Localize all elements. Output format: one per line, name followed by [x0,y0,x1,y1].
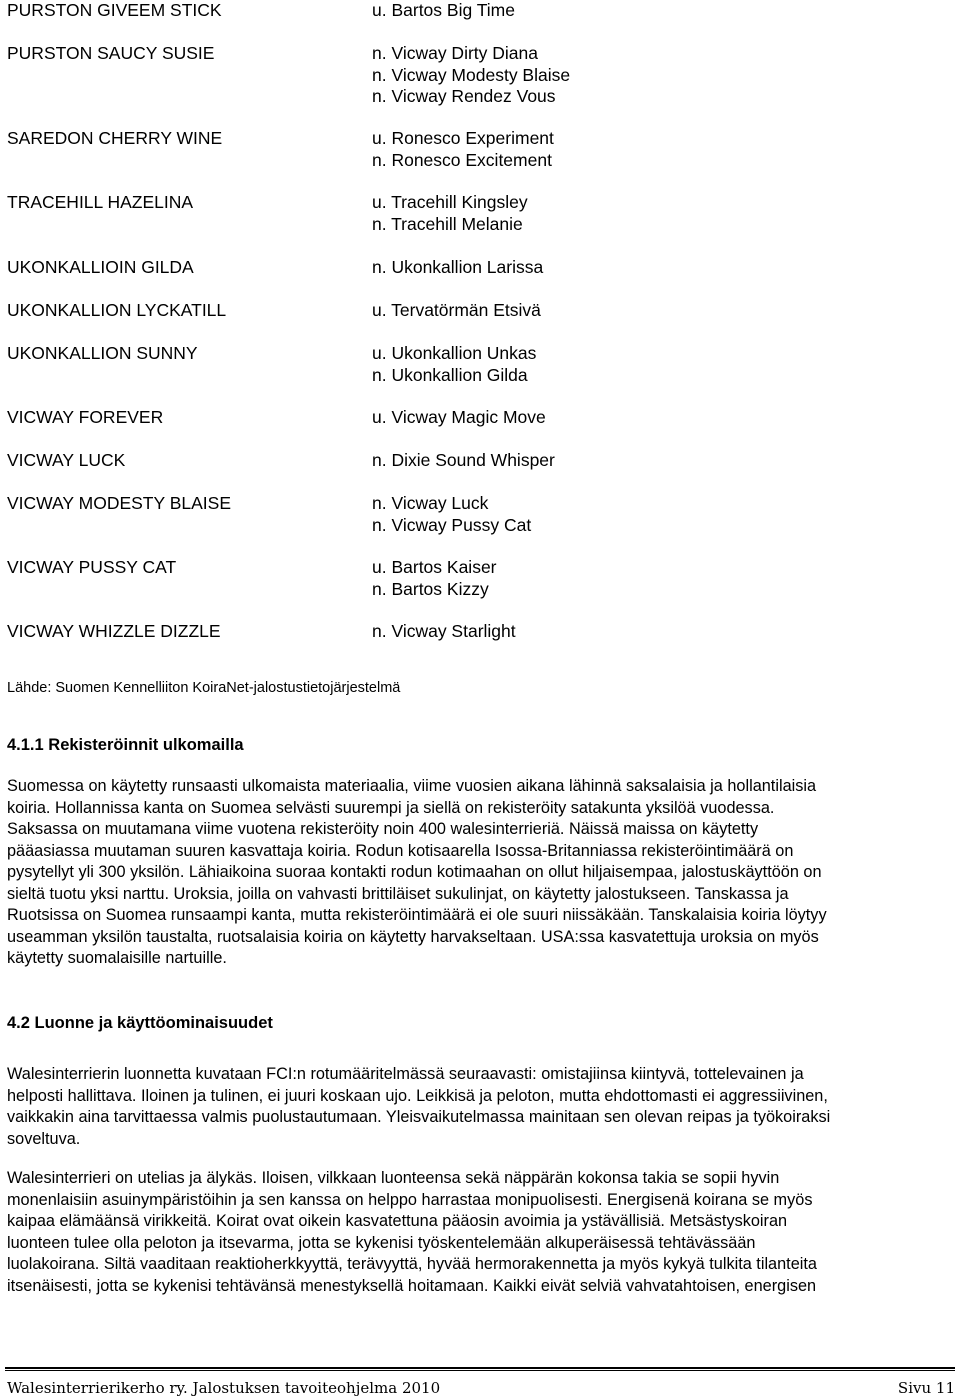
offspring-list [372,257,543,279]
offspring-item: u. Tervatörmän Etsivä [372,300,541,320]
text-line: sieltä tuotu yksi narttu. Uroksia, joilla on vahvasti brittiläiset sukulinjat, on käytetty jalostukseen. Tanskassa ja [7,884,789,903]
offspring-item: n. Tracehill Melanie [372,213,523,234]
text-line: koiria. Hollannissa kanta on Suomea selvästi suurempi ja siellä on rekisteröity satakunta yksilöä vuodessa. [7,798,775,817]
text-line: luolakoirana. Siltä vaaditaan reaktioherkkyyttä, terävyyttä, hyvää hermorakennetta ja myös kykyä tulkita tilanteita [7,1255,817,1273]
footer-divider [5,1367,955,1369]
offspring-item: u. Ronesco Experiment [372,128,554,148]
text-line: soveltuva. [7,1129,81,1148]
offspring-item: u. Ukonkallion Unkas [372,343,537,363]
source-note: Lähde: Suomen Kennelliiton KoiraNet-jalostustietojärjestelmä [7,680,401,696]
text-line: Walesinterrierin luonnetta kuvataan FCI:n rotumääritelmässä seuraavasti: omistajiinsa kiintyvä, tottelevainen ja [7,1065,804,1083]
offspring-item: u. Tracehill Kingsley [372,192,528,212]
text-line: Saksassa on muutamana viime vuotena rekisteröity noin 400 walesinterrieriä. Näissä maissa on käytetty [7,820,759,838]
text-line: useamman yksilön taustalta, ruotsalaisia koiria on käytetty harvakseltaan. USA:ssa kasvatettuja uroksia on myös [7,927,819,946]
text-line: helposti hallittava. Iloinen ja tulinen, ei juuri koskaan ujo. Leikkisä ja peloton, mutta ehdottomasti ei aggressiivinen, [7,1086,828,1105]
offspring-list [372,557,497,600]
text-line: käytetty suomalaisille nartuille. [7,949,227,967]
text-line: itsenäisesti, jotta se kykenisi tehtävänsä menestyksellä hoitamaan. Kaikki eivät selviä vahvatahtoisen, energisen [7,1276,817,1295]
section-4-2-paragraph-2 [7,1168,951,1297]
section-4-2-paragraph-1 [7,1064,951,1150]
dog-name: UKONKALLIOIN GILDA [7,257,194,277]
text-line: pääasiassa muutaman suuren kasvattaja koiria. Rodun kotisaarella Isossa-Britanniassa rekisteröintimäärä on [7,841,794,860]
dog-name: VICWAY LUCK [7,450,126,470]
offspring-list [372,300,541,322]
text-line: vaikkakin aina tarvittaessa valmis puolustautumaan. Yleisvaikutelmassa mainitaan sen olevan reipas ja työkoiraksi [7,1108,831,1126]
offspring-item: n. Ukonkallion Gilda [372,364,528,385]
footer-title: Walesinterrierikerho ry. Jalostuksen tavoiteohjelma 2010 [7,1379,441,1397]
offspring-item: u. Bartos Big Time [372,0,515,20]
offspring-item: n. Vicway Starlight [372,621,516,641]
offspring-item: n. Vicway Rendez Vous [372,86,556,106]
offspring-item: n. Vicway Luck [372,493,489,513]
offspring-list [372,407,546,429]
page-number: Sivu 11 [897,1379,955,1397]
offspring-item: u. Vicway Magic Move [372,407,546,427]
text-line: pysytellyt yli 300 yksilön. Lähiaikoina suoraa kontakti rodun kotimaahan on ollut hiljaisempaa, jalostuskäyttöön on [7,863,822,881]
offspring-list [372,128,554,171]
dog-name: UKONKALLION SUNNY [7,343,198,363]
offspring-item: n. Vicway Modesty Blaise [372,64,571,85]
offspring-item: n. Vicway Pussy Cat [372,514,532,535]
dog-name: VICWAY PUSSY CAT [7,557,177,577]
section-4-1-1-paragraph [7,776,951,970]
dog-name: PURSTON GIVEEM STICK [7,0,222,20]
dog-name: SAREDON CHERRY WINE [7,128,223,148]
offspring-item: n. Bartos Kizzy [372,578,489,599]
dog-name: UKONKALLION LYCKATILL [7,300,227,320]
text-line: Ruotsissa on Suomea runsaampi kanta, mutta rekisteröintimäärä ei ole suuri niissäkään. Tanskalaisia koiria löytyy [7,906,827,924]
offspring-list [372,621,516,643]
offspring-list [372,192,528,235]
offspring-item: u. Bartos Kaiser [372,557,497,577]
offspring-item: n. Ukonkallion Larissa [372,257,544,277]
section-heading-4-2: 4.2 Luonne ja käyttöominaisuudet [7,1014,273,1032]
offspring-item: n. Dixie Sound Whisper [372,450,555,470]
dog-name: PURSTON SAUCY SUSIE [7,43,215,63]
text-line: kaipaa elämäänsä virikkeitä. Koirat ovat oikein kasvatettuna pääosin avoimia ja ystävällisiä. Metsästyskoiran [7,1212,788,1230]
dog-name: VICWAY MODESTY BLAISE [7,493,231,513]
section-heading-4-1-1: 4.1.1 Rekisteröinnit ulkomailla [7,736,244,754]
text-line: monenlaisiin asuinympäristöihin ja sen kanssa on helppo harrastaa monipuolisesti. Energisenä koirana se myös [7,1190,813,1209]
offspring-item: n. Ronesco Excitement [372,149,552,170]
dog-name: VICWAY FOREVER [7,407,164,427]
offspring-list [372,493,531,536]
footer-divider-thin [5,1370,955,1371]
text-line: Suomessa on käytetty runsaasti ulkomaista materiaalia, viime vuosien aikana lähinnä saksalaisia ja hollantilaisia [7,777,817,795]
offspring-list [372,450,555,472]
dog-name: TRACEHILL HAZELINA [7,192,194,212]
offspring-item: n. Vicway Dirty Diana [372,43,538,63]
text-line: luonteen tulee olla peloton ja itsevarma, jotta se kykenisi työskentelemään alkuperäisessä tehtävässään [7,1233,756,1252]
dog-name: VICWAY WHIZZLE DIZZLE [7,621,221,641]
offspring-list [372,343,536,386]
offspring-list [372,43,570,108]
text-line: Walesinterrieri on utelias ja älykäs. Iloisen, vilkkaan luonteensa sekä näppärän kokonsa takia se sopii hyvin [7,1169,780,1187]
offspring-list [372,0,515,22]
